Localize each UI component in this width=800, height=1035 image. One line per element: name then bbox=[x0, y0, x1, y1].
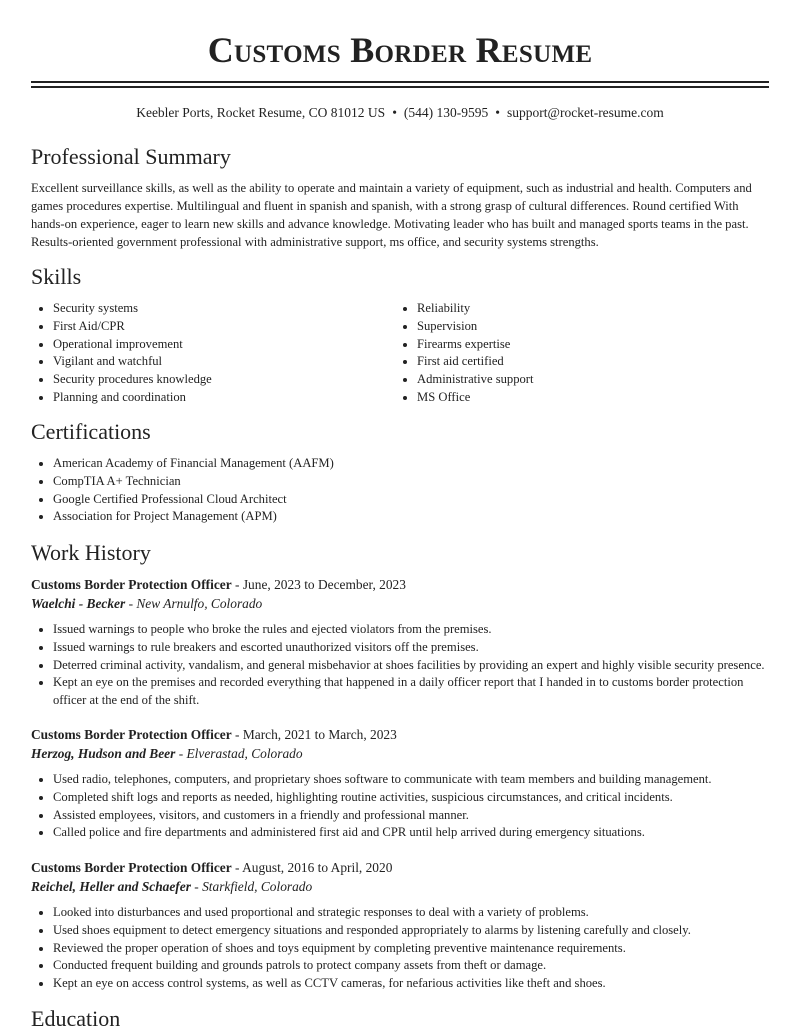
skill-item: • Administrative support bbox=[417, 371, 757, 389]
job-location: Elverastad, Colorado bbox=[186, 746, 303, 761]
title-divider-thick bbox=[31, 81, 769, 83]
job-dates: March, 2021 to March, 2023 bbox=[242, 727, 397, 742]
job-bullets bbox=[31, 904, 769, 993]
skill-item: • MS Office bbox=[417, 389, 757, 407]
certification-item: • CompTIA A+ Technician bbox=[53, 473, 769, 491]
job-company-line: Reichel, Heller and Schaefer - Starkfield, Colorado bbox=[31, 879, 313, 894]
contact-separator: • bbox=[392, 105, 397, 120]
job-company: Reichel, Heller and Schaefer bbox=[31, 879, 191, 894]
contact-address: Keebler Ports, Rocket Resume, CO 81012 US bbox=[136, 105, 386, 120]
skill-item: • Supervision bbox=[417, 318, 757, 336]
contact-phone: (544) 130-9595 bbox=[403, 105, 489, 120]
summary-heading: Professional Summary bbox=[31, 144, 231, 169]
resume-title: Customs Border Resume bbox=[207, 30, 593, 70]
title-divider-thin bbox=[31, 86, 769, 88]
skill-item: • Security procedures knowledge bbox=[53, 371, 393, 389]
resume-page bbox=[31, 0, 769, 1031]
job-bullets bbox=[31, 621, 769, 710]
certification-item: • Google Certified Professional Cloud Architect bbox=[53, 491, 769, 509]
contact-separator: • bbox=[495, 105, 501, 120]
skills-heading: Skills bbox=[31, 264, 82, 289]
job-bullet: • Kept an eye on the premises and recorded everything that happened in a daily officer report that I handed in to customs border protection officer at the end of the shift. bbox=[53, 674, 769, 710]
job-bullet: • Deterred criminal activity, vandalism, and general misbehavior at shoes facilities by providing an expert and highly visible security presence. bbox=[53, 657, 769, 675]
summary-text: Excellent surveillance skills, as well as the ability to operate and maintain a variety of equipment, such as industrial and health. Computers and games procedures expertise. Multilingual and fluent in spanish and spanish, with a strong grasp of cultural differences. Round certified With hands-on experience, eager to learn new skills and advance knowledge. Motivating leader who has built and managed sports teams in the past. Results-oriented government professional with administrative support, ms office, and security systems strengths. bbox=[31, 181, 752, 249]
job-bullet: • Assisted employees, visitors, and customers in a friendly and professional manner. bbox=[53, 807, 769, 825]
skill-item: • Reliability bbox=[417, 300, 757, 318]
skill-item: • First Aid/CPR bbox=[53, 318, 393, 336]
job-title: Customs Border Protection Officer bbox=[31, 727, 232, 742]
skill-item: • Vigilant and watchful bbox=[53, 353, 393, 371]
skill-item: • Security systems bbox=[53, 300, 393, 318]
job-title-line: Customs Border Protection Officer - August, 2016 to April, 2020 bbox=[31, 860, 393, 875]
job-location: New Arnulfo, Colorado bbox=[136, 596, 263, 611]
skills-list-right bbox=[395, 300, 757, 407]
job-bullet: • Kept an eye on access control systems, as well as CCTV cameras, for nefarious activities like theft and shoes. bbox=[53, 975, 769, 993]
job-bullet: • Reviewed the proper operation of shoes and toys equipment by completing preventive maintenance requirements. bbox=[53, 940, 769, 958]
job-company: Herzog, Hudson and Beer bbox=[31, 746, 176, 761]
certification-item: • American Academy of Financial Management (AAFM) bbox=[53, 455, 769, 473]
contact-email[interactable]: support@rocket-resume.com bbox=[507, 105, 664, 120]
job-title-line: Customs Border Protection Officer - June, 2023 to December, 2023 bbox=[31, 577, 406, 592]
certifications-heading: Certifications bbox=[31, 419, 151, 444]
skill-item: • Firearms expertise bbox=[417, 336, 757, 354]
job-company: Waelchi - Becker bbox=[31, 596, 126, 611]
job-title: Customs Border Protection Officer bbox=[31, 577, 232, 592]
job-bullet: • Issued warnings to rule breakers and escorted unauthorized visitors off the premises. bbox=[53, 639, 769, 657]
job-title: Customs Border Protection Officer bbox=[31, 860, 232, 875]
contact-line bbox=[31, 103, 769, 123]
job-dates: August, 2016 to April, 2020 bbox=[242, 860, 393, 875]
skills-list-left bbox=[31, 300, 393, 407]
skill-item: • Planning and coordination bbox=[53, 389, 393, 407]
job-bullet: • Issued warnings to people who broke the rules and ejected violators from the premises. bbox=[53, 621, 769, 639]
job-bullet: • Completed shift logs and reports as needed, highlighting routine activities, suspicious circumstances, and critical incidents. bbox=[53, 789, 769, 807]
job-location: Starkfield, Colorado bbox=[202, 879, 313, 894]
certifications-list bbox=[31, 455, 769, 526]
job-bullet: • Used radio, telephones, computers, and proprietary shoes software to communicate with team members and building management. bbox=[53, 771, 769, 789]
job-company-line: Herzog, Hudson and Beer - Elverastad, Colorado bbox=[31, 746, 303, 761]
job-title-line: Customs Border Protection Officer - March, 2021 to March, 2023 bbox=[31, 727, 397, 742]
job-bullet: • Conducted frequent building and grounds patrols to protect company assets from theft or damage. bbox=[53, 957, 769, 975]
job-bullets bbox=[31, 771, 769, 842]
skill-item: • Operational improvement bbox=[53, 336, 393, 354]
job-bullet: • Used shoes equipment to detect emergency situations and responded appropriately to alarms by listening carefully and closely. bbox=[53, 922, 769, 940]
job-bullet: • Called police and fire departments and administered first aid and CPR until help arrived during emergency situations. bbox=[53, 824, 769, 842]
skill-item: • First aid certified bbox=[417, 353, 757, 371]
education-heading: Education bbox=[31, 1006, 121, 1031]
work-history-heading: Work History bbox=[31, 540, 151, 565]
job-dates: June, 2023 to December, 2023 bbox=[242, 577, 406, 592]
job-company-line: Waelchi - Becker - New Arnulfo, Colorado bbox=[31, 596, 263, 611]
certification-item: • Association for Project Management (APM) bbox=[53, 508, 769, 526]
job-bullet: • Looked into disturbances and used proportional and strategic responses to deal with a variety of problems. bbox=[53, 904, 769, 922]
